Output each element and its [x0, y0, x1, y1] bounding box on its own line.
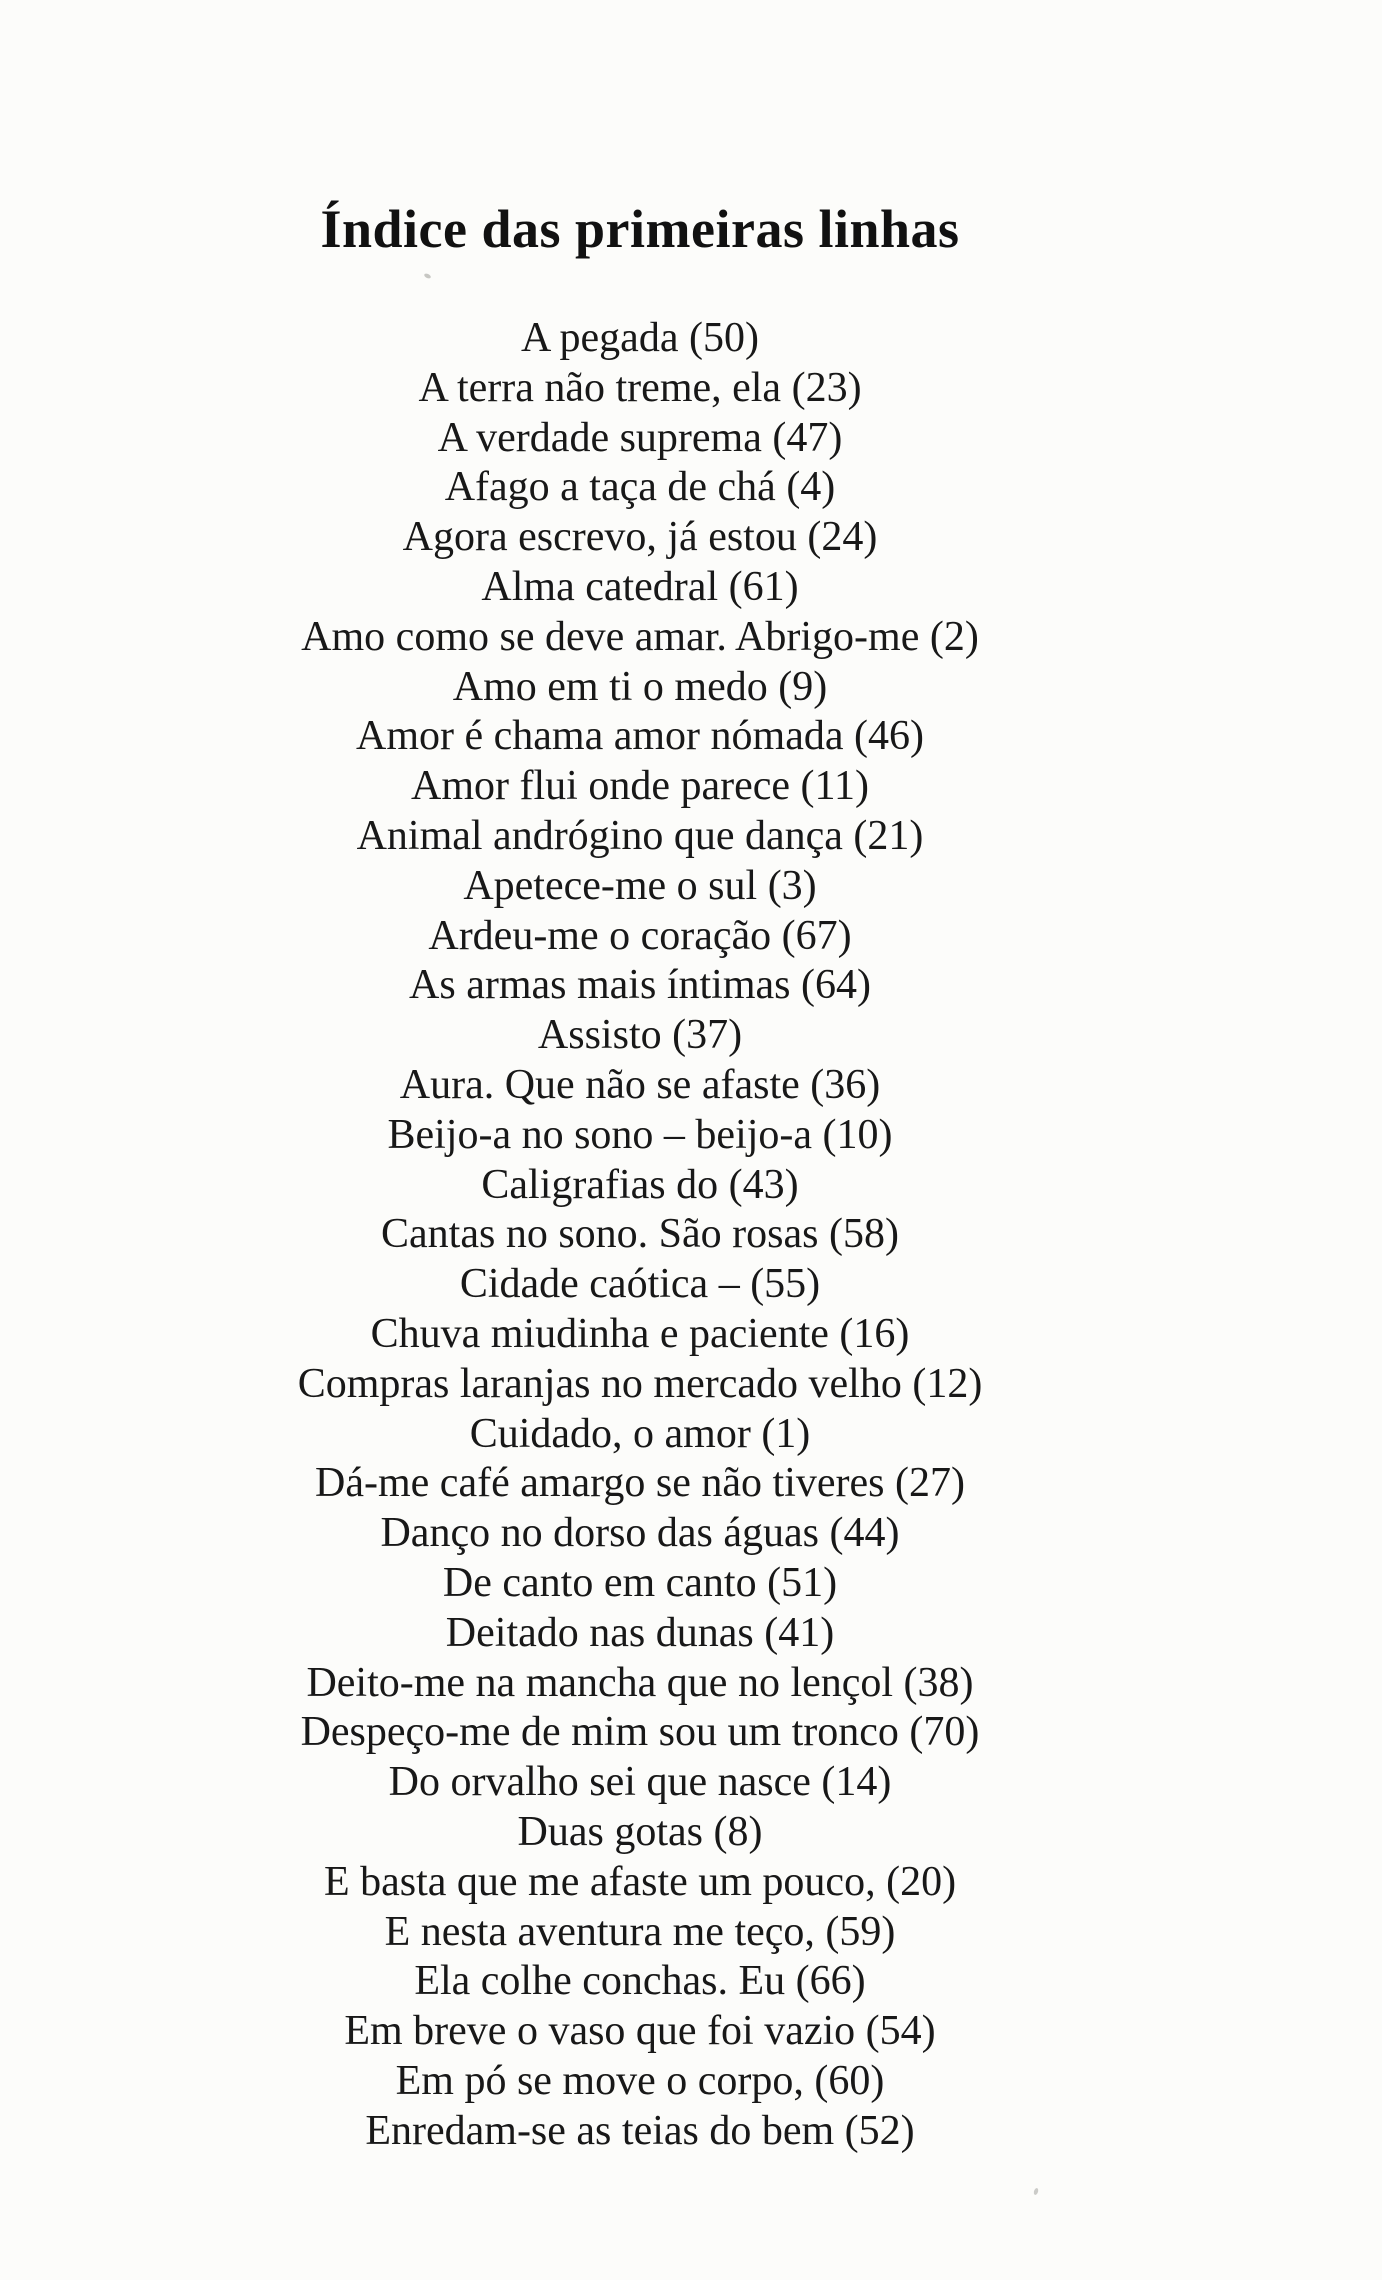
index-entry: A verdade suprema (47) — [437, 414, 843, 461]
index-entry: Compras laranjas no mercado velho (12) — [297, 1360, 983, 1407]
index-entry: Ardeu-me o coração (67) — [428, 912, 852, 959]
index-entry: Amo em ti o medo (9) — [452, 663, 828, 710]
index-entry: Dá-me café amargo se não tiveres (27) — [315, 1460, 965, 1507]
index-entry: Enredam-se as teias do bem (52) — [365, 2107, 915, 2154]
index-entry: Cantas no sono. São rosas (58) — [381, 1211, 899, 1258]
index-entry: Caligrafias do (43) — [481, 1161, 799, 1208]
index-entry: De canto em canto (51) — [442, 1559, 838, 1606]
index-entry: Apetece-me o sul (3) — [463, 862, 817, 909]
index-entry: A pegada (50) — [521, 315, 759, 361]
index-entry: E basta que me afaste um pouco, (20) — [323, 1858, 957, 1905]
index-entry: Beijo-a no sono – beijo-a (10) — [387, 1111, 893, 1158]
index-entry: Deito-me na mancha que no lençol (38) — [306, 1659, 974, 1706]
index-entry: Animal andrógino que dança (21) — [356, 812, 924, 859]
index-entry: Despeço-me de mim sou um tronco (70) — [300, 1709, 980, 1756]
index-entry: Deitado nas dunas (41) — [445, 1609, 835, 1656]
index-content — [60, 0, 1220, 2156]
index-entry: Do orvalho sei que nasce (14) — [388, 1759, 892, 1806]
index-entry: Amor flui onde parece (11) — [411, 763, 869, 810]
index-entry: Em breve o vaso que foi vazio (54) — [344, 2008, 936, 2055]
index-entry: E nesta aventura me teço, (59) — [384, 1908, 896, 1955]
index-entry: Chuva miudinha e paciente (16) — [370, 1310, 910, 1357]
index-entry: Em pó se move o corpo, (60) — [395, 2057, 885, 2104]
index-entry: Aura. Que não se afaste (36) — [399, 1061, 881, 1108]
index-entry: Assisto (37) — [537, 1012, 743, 1059]
index-entry: Danço no dorso das águas (44) — [380, 1510, 900, 1557]
index-entry: Duas gotas (8) — [517, 1808, 763, 1855]
scan-artifact — [1033, 2188, 1039, 2196]
first-lines-index — [60, 314, 1220, 2156]
index-entry: Alma catedral (61) — [481, 563, 799, 610]
index-entry: Amor é chama amor nómada (46) — [356, 713, 924, 760]
index-entry: Ela colhe conchas. Eu (66) — [414, 1958, 866, 2005]
index-entry: Amo como se deve amar. Abrigo-me (2) — [301, 613, 979, 660]
index-entry: Afago a taça de chá (4) — [444, 464, 836, 511]
index-entry: Cuidado, o amor (1) — [469, 1410, 811, 1457]
index-entry: As armas mais íntimas (64) — [409, 962, 871, 1009]
page-title: Índice das primeiras linhas — [320, 199, 960, 259]
index-entry: A terra não treme, ela (23) — [418, 364, 862, 411]
index-entry: Cidade caótica – (55) — [459, 1261, 821, 1308]
index-entry: Agora escrevo, já estou (24) — [402, 514, 878, 561]
